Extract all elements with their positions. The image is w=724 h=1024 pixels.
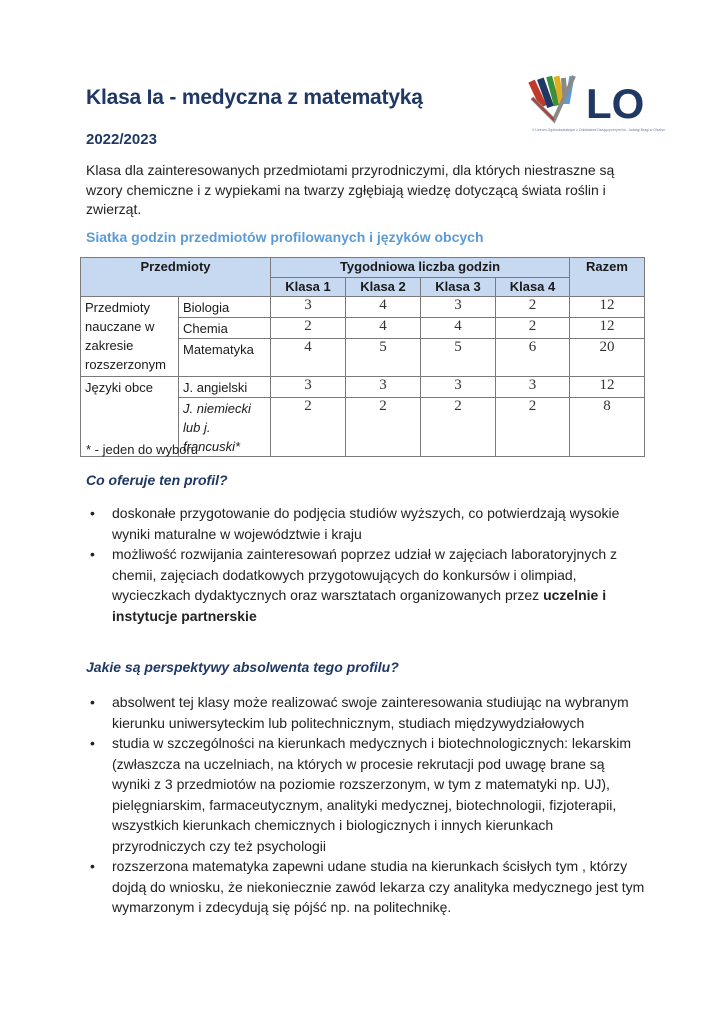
group-extended: Przedmioty nauczane w zakresie rozszerzonym [81, 297, 179, 377]
logo-lo-text: LO [586, 80, 645, 127]
group-languages: Języki obce [81, 377, 179, 457]
table-cell-total: 12 [570, 377, 645, 398]
table-cell: 2 [496, 398, 570, 457]
list-item-text: absolwent tej klasy może realizować swoje zainteresowania studiując na wybranym kierunku uniwersyteckim lub politechnicznym, studiach międzywydziałowych [112, 694, 629, 731]
table-cell: 2 [271, 398, 346, 457]
list-item: • doskonałe przygotowanie do podjęcia studiów wyższych, co potwierdzają wysokie wyniki maturalne w województwie i kraju [90, 505, 620, 542]
list-item-text: rozszerzona matematyka zapewni udane studia na kierunkach ścisłych tym , którzy dojdą do wniosku, że niekoniecznie zawód lekarza czy analityka medycznego jest tym wymarzonym i zdecydują się pójść np. na politechnikę. [112, 858, 645, 915]
subject-name: Chemia [179, 318, 271, 339]
table-row [81, 377, 645, 398]
offer-list [86, 503, 646, 626]
table-cell: 3 [421, 377, 496, 398]
list-item: • rozszerzona matematyka zapewni udane studia na kierunkach ścisłych tym , którzy dojdą do wniosku, że niekoniecznie zawód lekarza czy analityka medycznego jest tym wymarzonym i zdecydują się pójść np. na politechnikę. [90, 858, 645, 915]
table-cell: 4 [346, 297, 421, 318]
table-cell: 4 [421, 318, 496, 339]
header-total: Razem [570, 258, 645, 297]
header-class-2: Klasa 2 [346, 277, 421, 297]
prospects-heading: Jakie są perspektywy absolwenta tego profilu? [86, 659, 399, 675]
table-cell: 2 [496, 318, 570, 339]
table-cell: 2 [421, 398, 496, 457]
offer-heading: Co oferuje ten profil? [86, 472, 228, 488]
table-cell: 2 [346, 398, 421, 457]
table-row [81, 297, 645, 318]
table-cell-total: 20 [570, 339, 645, 377]
table-cell: 3 [421, 297, 496, 318]
table-cell: 6 [496, 339, 570, 377]
list-item-text: możliwość rozwijania zainteresowań poprzez udział w zajęciach laboratoryjnych z chemii, zajęciach dodatkowych przygotowujących do konkursów i olimpiad, wycieczkach dydaktycznych oraz warsztatach organizowanych przez [112, 546, 618, 603]
table-cell: 3 [346, 377, 421, 398]
header-class-1: Klasa 1 [271, 277, 346, 297]
subject-name: J. niemiecki lub j. francuski* [179, 398, 271, 457]
header-subjects: Przedmioty [81, 258, 271, 297]
list-item-text: studia w szczególności na kierunkach medycznych i biotechnologicznych: lekarskim (zwłaszcza na uczelniach, na których w procesie rekrutacji pod uwagę brane są wyniki z 3 przedmiotów na poziomie rozszerzonym, w tym z matematyki np. UJ), pielęgniarskim, farmaceutycznym, analityki medycznej, biotechnologii, fizjoterapii, wszystkich kierunkach chemicznych i biologicznych i innych kierunkach przyrodniczych czy też psychologii [112, 735, 632, 854]
table-cell-total: 8 [570, 398, 645, 457]
prospects-list [86, 692, 646, 918]
table-cell: 3 [496, 377, 570, 398]
table-header-row [81, 258, 645, 278]
list-item: • studia w szczególności na kierunkach medycznych i biotechnologicznych: lekarskim (zwłaszcza na uczelniach, na których w procesie rekrutacji pod uwagę brane są wyniki z 3 przedmiotów na poziomie rozszerzonym, w tym z matematyki np. UJ), pielęgniarskim, farmaceutycznym, analityki medycznej, biotechnologii, fizjoterapii, wszystkich kierunkach chemicznych i biologicznych i innych kierunkach przyrodniczych czy też psychologii [90, 735, 632, 854]
table-cell: 5 [421, 339, 496, 377]
hours-table [80, 257, 645, 457]
table-cell: 3 [271, 297, 346, 318]
list-item-bold-text: uczelnie i instytucje partnerskie [112, 587, 607, 624]
table-cell-total: 12 [570, 318, 645, 339]
header-hours: Tygodniowa liczba godzin [271, 258, 570, 278]
subject-name: Biologia [179, 297, 271, 318]
table-footnote: * - jeden do wyboru [86, 442, 199, 457]
table-cell: 5 [346, 339, 421, 377]
table-section-title: Siatka godzin przedmiotów profilowanych i języków obcych [86, 229, 484, 245]
list-item-text: doskonałe przygotowanie do podjęcia studiów wyższych, co potwierdzają wysokie wyniki maturalne w województwie i kraju [112, 505, 620, 542]
logo-caption: V Liceum Ogólnokształcące z Oddziałami Dwujęzycznymi im. Jadwigi Bragi w Olsztyn [532, 128, 666, 132]
table-cell-total: 12 [570, 297, 645, 318]
table-cell: 4 [271, 339, 346, 377]
header-class-4: Klasa 4 [496, 277, 570, 297]
subject-name: J. angielski [179, 377, 271, 398]
list-item: • absolwent tej klasy może realizować swoje zainteresowania studiując na wybranym kierunku uniwersyteckim lub politechnicznym, studiach międzywydziałowych [90, 694, 629, 731]
page-title: Klasa Ia - medyczna z matematyką [86, 86, 423, 109]
table-cell: 4 [346, 318, 421, 339]
school-logo [524, 70, 674, 136]
subject-name: Matematyka [179, 339, 271, 377]
intro-paragraph: Klasa dla zainteresowanych przedmiotami przyrodniczymi, dla których niestraszne są wzory chemiczne i z wypiekami na twarzy zgłębiają wiedzę dotyczącą świata roślin i zwierząt. [86, 162, 615, 217]
school-year: 2022/2023 [86, 131, 157, 148]
books-logo-icon [524, 70, 674, 136]
table-cell: 3 [271, 377, 346, 398]
table-cell: 2 [271, 318, 346, 339]
table-cell: 2 [496, 297, 570, 318]
list-item: • możliwość rozwijania zainteresowań poprzez udział w zajęciach laboratoryjnych z chemii, zajęciach dodatkowych przygotowujących do konkursów i olimpiad, wycieczkach dydaktycznych oraz warsztatach organizowanych przez uczelnie i instytucje partnerskie [90, 546, 618, 624]
header-class-3: Klasa 3 [421, 277, 496, 297]
